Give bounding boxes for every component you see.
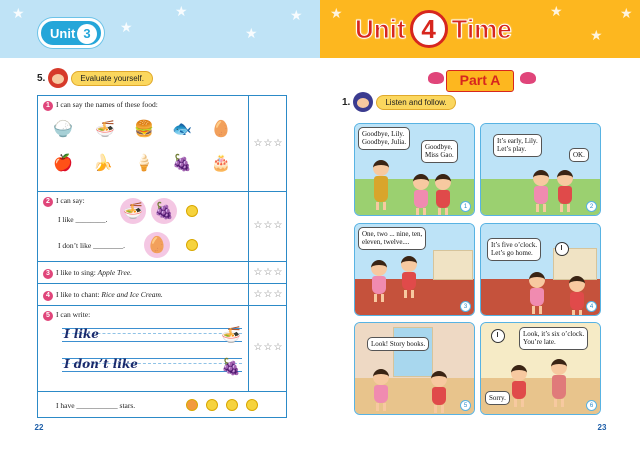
bird-icon	[428, 72, 444, 84]
table-row	[38, 284, 286, 306]
grapes-icon: 🍇	[221, 357, 241, 376]
face-icon	[226, 399, 238, 411]
panel-number: 6	[586, 400, 597, 411]
speech-bubble: Look, it’s six o’clock. You’re late.	[519, 327, 588, 350]
girl-figure	[371, 260, 387, 302]
comic-panel	[480, 123, 601, 216]
comic-panel	[480, 223, 601, 316]
page-number: ★ 23	[592, 420, 612, 436]
girl-figure	[413, 174, 429, 216]
star-decoration-icon: ★	[12, 6, 25, 22]
comic-panel	[480, 322, 601, 415]
like-sentence: I like ________.	[58, 215, 108, 224]
girl-figure	[533, 170, 549, 212]
star-rating[interactable]: ☆☆☆	[253, 220, 284, 231]
star-decoration-icon: ★	[290, 8, 303, 24]
eggs-icon: 🥚	[147, 235, 167, 254]
cake-icon: 🎂	[211, 153, 231, 172]
girl-figure	[511, 365, 527, 407]
star-rating[interactable]: ☆☆☆	[253, 267, 284, 278]
star-decoration-icon: ★	[330, 6, 343, 22]
table-row	[38, 192, 286, 262]
part-label: Part A	[446, 70, 514, 92]
speech-bubble: Sorry.	[485, 391, 510, 405]
ice-cream-icon: 🍦	[134, 153, 154, 172]
handwriting-like: I like	[64, 327, 99, 341]
girl-figure	[557, 170, 573, 212]
section-title: Evaluate yourself.	[71, 71, 153, 86]
section-number: 5.	[37, 72, 46, 84]
teacher-figure	[551, 359, 567, 407]
noodles-icon: 🍜	[95, 119, 115, 138]
mascot-icon	[48, 68, 68, 88]
bookshop-window	[393, 327, 433, 377]
girl-figure	[569, 276, 585, 316]
girl-figure	[435, 174, 451, 216]
star-decoration-icon: ★	[550, 4, 563, 20]
sad-face-icon	[186, 239, 198, 251]
star-rating[interactable]: ☆☆☆	[253, 342, 284, 353]
star-rating[interactable]: ☆☆☆	[253, 289, 284, 300]
speech-bubble: It’s early, Lily. Let’s play.	[493, 134, 542, 157]
star-decoration-icon: ★	[245, 26, 258, 42]
evaluation-table	[37, 95, 287, 418]
star-decoration-icon: ★	[620, 6, 633, 22]
row-number: 5	[43, 311, 53, 321]
dislike-sentence: I don’t like ________.	[58, 241, 125, 250]
row-text: I can write:	[56, 310, 91, 319]
row-text: I like to chant:	[56, 290, 102, 299]
teacher-figure	[373, 160, 389, 210]
unit-number: 3	[77, 24, 97, 44]
row-number: 4	[43, 291, 53, 301]
unit-label: Unit	[50, 26, 76, 41]
clock-icon	[555, 242, 569, 256]
comic-panel	[354, 223, 475, 316]
unit-number: 4	[410, 10, 448, 48]
clock-icon	[491, 329, 505, 343]
hamburger-icon: 🍔	[134, 119, 154, 138]
face-icon	[206, 399, 218, 411]
section-heading	[37, 68, 153, 88]
panel-number: 2	[586, 201, 597, 212]
school-building	[433, 250, 473, 280]
row-text: I can say the names of these food:	[56, 100, 158, 109]
comic-panel	[354, 322, 475, 415]
speech-bubble: One, two ... nine, ten, eleven, twelve....	[358, 227, 426, 250]
bird-icon	[520, 72, 536, 84]
noodles-icon: 🍜	[123, 201, 143, 220]
star-decoration-icon: ★	[590, 28, 603, 44]
row-number: 1	[43, 101, 53, 111]
star-decoration-icon: ★	[175, 4, 188, 20]
stars-total-row	[38, 392, 286, 419]
unit-word: Unit	[355, 13, 406, 44]
panel-number: 3	[460, 301, 471, 312]
unit-title	[355, 10, 512, 48]
rice-bowl-icon: 🍚	[53, 119, 73, 138]
song-title: Apple Tree.	[97, 268, 132, 277]
star-rating[interactable]: ☆☆☆	[253, 138, 284, 149]
section-heading	[342, 92, 456, 112]
eggs-icon: 🥚	[211, 119, 231, 138]
row-number: 3	[43, 269, 53, 279]
speech-bubble: Look! Story books.	[367, 337, 429, 351]
table-row	[38, 262, 286, 284]
speech-bubble: Goodbye, Lily. Goodbye, Julia.	[358, 127, 410, 150]
star-decoration-icon: ★	[120, 20, 133, 36]
unit-badge	[38, 18, 104, 48]
girl-figure	[401, 256, 417, 298]
girl-figure	[373, 369, 389, 411]
noodles-icon: 🍜	[221, 325, 241, 344]
grapes-icon: 🍇	[154, 201, 174, 220]
smile-face-icon	[186, 205, 198, 217]
speech-bubble: It’s five o’clock. Let’s go home.	[487, 238, 541, 261]
page-number: ★ 22	[29, 420, 49, 436]
row-text: I like to sing:	[56, 268, 98, 277]
panel-number: 5	[460, 400, 471, 411]
fish-icon: 🐟	[172, 119, 192, 138]
panel-number: 4	[586, 301, 597, 312]
row-text: I can say:	[56, 196, 85, 205]
have-stars-text: I have ___________ stars.	[56, 401, 136, 410]
mascot-icon	[353, 92, 373, 112]
panel-number: 1	[460, 201, 471, 212]
speech-bubble: OK.	[569, 148, 589, 162]
chant-title: Rice and Ice Cream.	[101, 290, 163, 299]
girl-figure	[529, 272, 545, 314]
handwriting-dislike: I don’t like	[64, 357, 138, 371]
comic-panel	[354, 123, 475, 216]
speech-bubble: Goodbye, Miss Gao.	[421, 140, 458, 163]
bananas-icon: 🍌	[93, 153, 113, 172]
face-icon	[186, 399, 198, 411]
section-title: Listen and follow.	[376, 95, 455, 110]
grapes-icon: 🍇	[172, 153, 192, 172]
girl-figure	[431, 371, 447, 413]
table-row	[38, 306, 286, 392]
face-icon	[246, 399, 258, 411]
unit-title-text: Time	[451, 13, 512, 44]
apples-icon: 🍎	[53, 153, 73, 172]
row-number: 2	[43, 197, 53, 207]
section-number: 1.	[342, 96, 351, 108]
table-row	[38, 96, 286, 192]
